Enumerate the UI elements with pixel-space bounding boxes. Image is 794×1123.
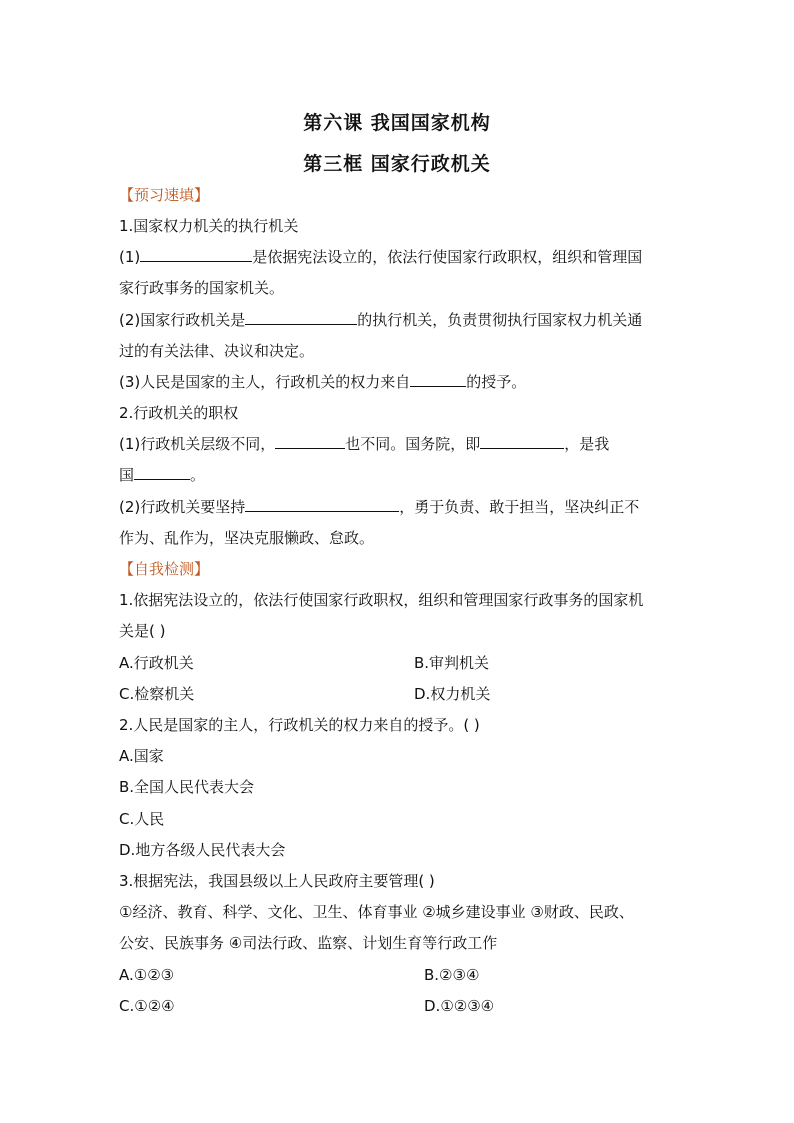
- q2-suffix: 的执行机关，负责贯彻执行国家权力机关通: [357, 311, 643, 329]
- q3-prefix: (3)人民是国家的主人，行政机关的权力来自: [119, 373, 411, 391]
- check-q3-option-a[interactable]: A.①②③: [119, 966, 175, 984]
- q4-middle: 也不同。国务院，即: [345, 435, 481, 453]
- fill-blank[interactable]: [275, 434, 345, 449]
- check-q1-option-c[interactable]: C.检察机关: [119, 685, 195, 703]
- check-q3-option-b[interactable]: B.②③④: [424, 966, 480, 984]
- q4-cont-suffix: 。: [190, 466, 206, 484]
- preview-heading-1: 1.国家权力机关的执行机关: [119, 217, 299, 235]
- fill-blank[interactable]: [410, 372, 466, 387]
- preview-q5-cont: 作为、乱作为，坚决克服懒政、怠政。: [119, 529, 375, 547]
- check-q1-line1: 1.依据宪法设立的，依法行使国家行政职权，组织和管理国家行政事务的国家机: [119, 591, 644, 609]
- section-title: 第三框 国家行政机关: [303, 153, 491, 175]
- preview-header: 【预习速填】: [119, 186, 210, 204]
- q2-prefix: (2)国家行政机关是: [119, 311, 246, 329]
- check-q3-option-d[interactable]: D.①②③④: [424, 997, 495, 1015]
- fill-blank[interactable]: [245, 310, 357, 325]
- check-q3-line: 3.根据宪法，我国县级以上人民政府主要管理( ): [119, 872, 435, 890]
- q1-prefix: (1): [119, 248, 141, 266]
- q5-prefix: (2)行政机关要坚持: [119, 498, 246, 516]
- preview-q5: [119, 497, 679, 517]
- q5-suffix: ，勇于负责、敢于担当，坚决纠正不: [399, 498, 640, 516]
- q3-suffix: 的授予。: [466, 373, 527, 391]
- check-q2-option-c[interactable]: C.人民: [119, 810, 165, 828]
- fill-blank[interactable]: [140, 247, 252, 262]
- preview-heading-2: 2.行政机关的职权: [119, 404, 239, 422]
- check-q1-option-d[interactable]: D.权力机关: [414, 685, 491, 703]
- check-q1-option-a[interactable]: A.行政机关: [119, 654, 194, 672]
- check-q3-options-2: 公安、民族事务 ④司法行政、监察、计划生育等行政工作: [119, 934, 498, 952]
- fill-blank[interactable]: [480, 434, 564, 449]
- check-q3-option-c[interactable]: C.①②④: [119, 997, 175, 1015]
- fill-blank[interactable]: [245, 497, 399, 512]
- preview-q1: [119, 247, 679, 267]
- preview-q4: [119, 434, 679, 454]
- preview-q3: [119, 372, 679, 392]
- check-q3-options-1: ①经济、教育、科学、文化、卫生、体育事业 ②城乡建设事业 ③财政、民政、: [119, 903, 634, 921]
- preview-q4-cont: [119, 465, 679, 485]
- fill-blank[interactable]: [134, 465, 190, 480]
- preview-q2-cont: 过的有关法律、决议和决定。: [119, 342, 315, 360]
- check-q1-option-b[interactable]: B.审判机关: [414, 654, 490, 672]
- check-q2-line: 2.人民是国家的主人，行政机关的权力来自的授予。( ): [119, 716, 480, 734]
- check-q2-option-b[interactable]: B.全国人民代表大会: [119, 778, 255, 796]
- preview-q1-cont: 家行政事务的国家机关。: [119, 279, 285, 297]
- preview-q2: [119, 310, 679, 330]
- q4-prefix: (1)行政机关层级不同，: [119, 435, 276, 453]
- check-q1-line2: 关是( ): [119, 622, 166, 640]
- q4-suffix: ，是我: [564, 435, 610, 453]
- check-q2-option-d[interactable]: D.地方各级人民代表大会: [119, 841, 286, 859]
- q4-cont-prefix: 国: [119, 466, 135, 484]
- lesson-title: 第六课 我国国家机构: [303, 112, 491, 134]
- q1-suffix: 是依据宪法设立的，依法行使国家行政职权，组织和管理国: [252, 248, 643, 266]
- check-q2-option-a[interactable]: A.国家: [119, 747, 164, 765]
- check-header: 【自我检测】: [119, 560, 210, 578]
